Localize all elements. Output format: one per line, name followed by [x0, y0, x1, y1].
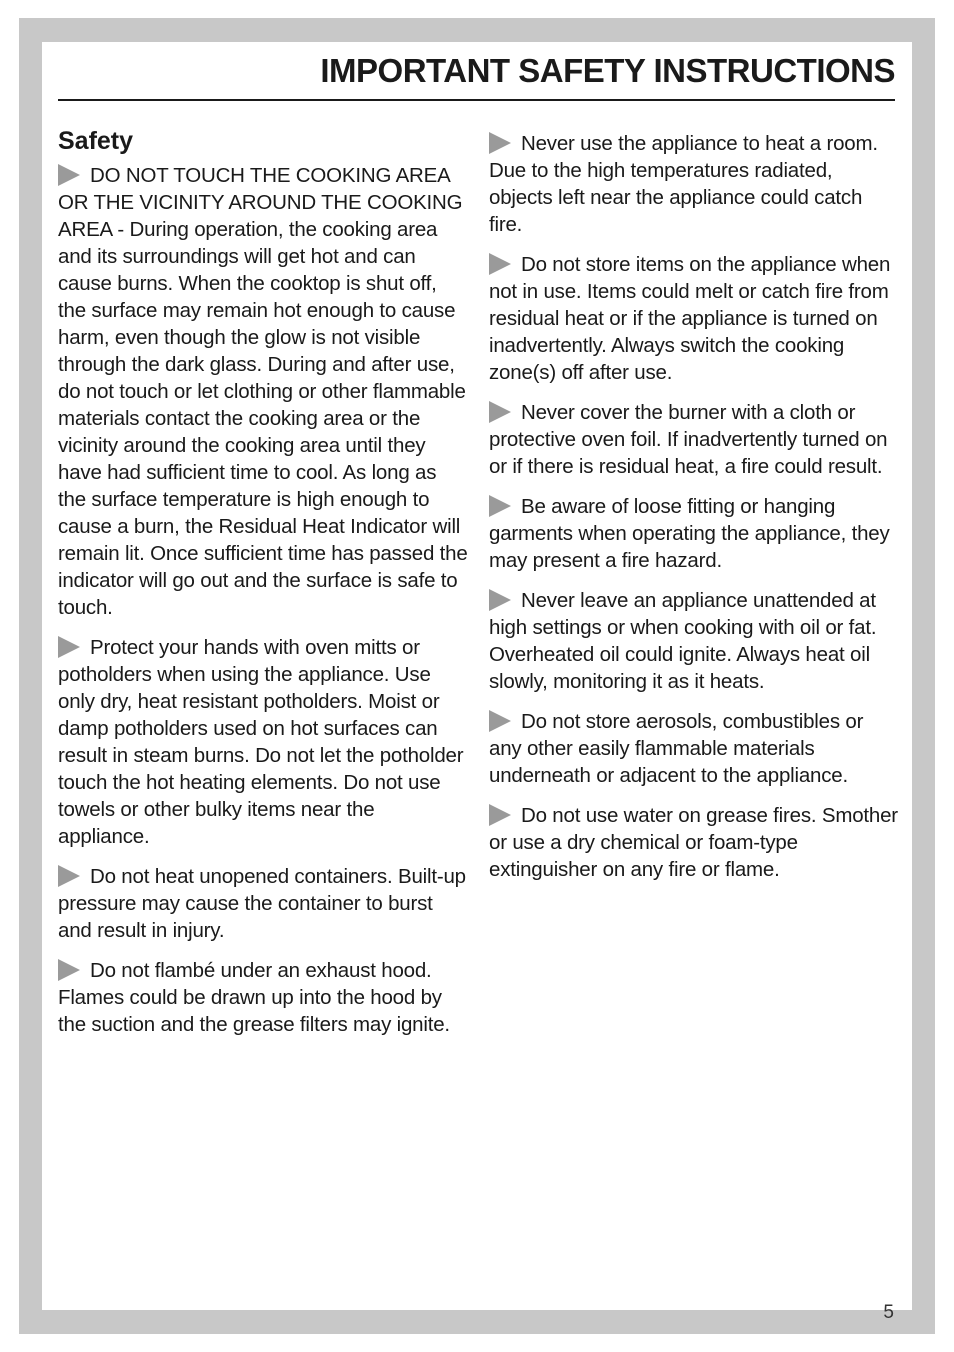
safety-item-text: DO NOT TOUCH THE COOKING AREA OR THE VICINITY AROUND THE COOKING AREA - During operation, the cooking area and its surroundings will get hot and can cause burns. When the cooktop is shut off, the surface may remain hot enough to cause harm, even though the glow is not visible through the dark glass. During and after use, do not touch or let clothing or other flammable materials contact the cooking area or the vicinity around the cooking area until they have had sufficient time to cool. As long as the surface temperature is high enough to cause a burn, the Residual Heat Indicator will remain lit. Once sufficient time has passed the indicator will go out and the surface is safe to touch. — [58, 164, 468, 619]
safety-item-text: Protect your hands with oven mitts or potholders when using the appliance. Use only dry, heat resistant potholders. Moist or damp potholders used on hot surfaces can result in steam burns. Do not let the potholder touch the hot heating elements. Do not use towels or other bulky items near the appliance. — [58, 636, 464, 848]
triangle-right-icon — [489, 401, 511, 423]
right-column — [489, 130, 899, 896]
safety-item-text: Never use the appliance to heat a room. Due to the high temperatures radiated, objects left near the appliance could catch fire. — [489, 132, 878, 236]
safety-item-text: Never cover the burner with a cloth or protective oven foil. If inadvertently turned on or if there is residual heat, a fire could result. — [489, 401, 888, 478]
triangle-right-icon — [489, 132, 511, 154]
triangle-right-icon — [489, 804, 511, 826]
safety-item-text: Never leave an appliance unattended at high settings or when cooking with oil or fat. Overheated oil could ignite. Always heat oil slowly, monitoring it as it heats. — [489, 589, 877, 693]
triangle-right-icon — [58, 959, 80, 981]
safety-item — [489, 251, 899, 386]
triangle-right-icon — [489, 253, 511, 275]
triangle-right-icon — [489, 589, 511, 611]
safety-item-text: Do not use water on grease fires. Smother or use a dry chemical or foam-type extinguisher on any fire or flame. — [489, 804, 898, 881]
safety-item — [489, 493, 899, 574]
safety-item-text: Do not heat unopened containers. Built-up pressure may cause the container to burst and result in injury. — [58, 865, 466, 942]
safety-item-text: Be aware of loose fitting or hanging garments when operating the appliance, they may present a fire hazard. — [489, 495, 890, 572]
safety-item — [489, 399, 899, 480]
triangle-right-icon — [58, 636, 80, 658]
section-heading: Safety — [58, 127, 134, 155]
safety-item — [58, 162, 468, 621]
triangle-right-icon — [58, 164, 80, 186]
safety-item — [489, 802, 899, 883]
safety-item-text: Do not flambé under an exhaust hood. Flames could be drawn up into the hood by the suction and the grease filters may ignite. — [58, 959, 450, 1036]
safety-item — [489, 587, 899, 695]
page-number: 5 — [883, 1302, 894, 1323]
safety-item-text: Do not store items on the appliance when not in use. Items could melt or catch fire from residual heat or if the appliance is turned on inadvertently. Always switch the cooking zone(s) off after use. — [489, 253, 891, 384]
safety-item — [489, 130, 899, 238]
triangle-right-icon — [489, 495, 511, 517]
safety-item-text: Do not store aerosols, combustibles or any other easily flammable materials underneath or adjacent to the appliance. — [489, 710, 864, 787]
safety-item — [58, 634, 468, 850]
left-column — [58, 126, 468, 1051]
triangle-right-icon — [58, 865, 80, 887]
triangle-right-icon — [489, 710, 511, 732]
safety-item — [489, 708, 899, 789]
safety-item — [58, 863, 468, 944]
safety-item — [58, 957, 468, 1038]
page-header — [58, 52, 895, 101]
page-title: IMPORTANT SAFETY INSTRUCTIONS — [320, 52, 895, 89]
